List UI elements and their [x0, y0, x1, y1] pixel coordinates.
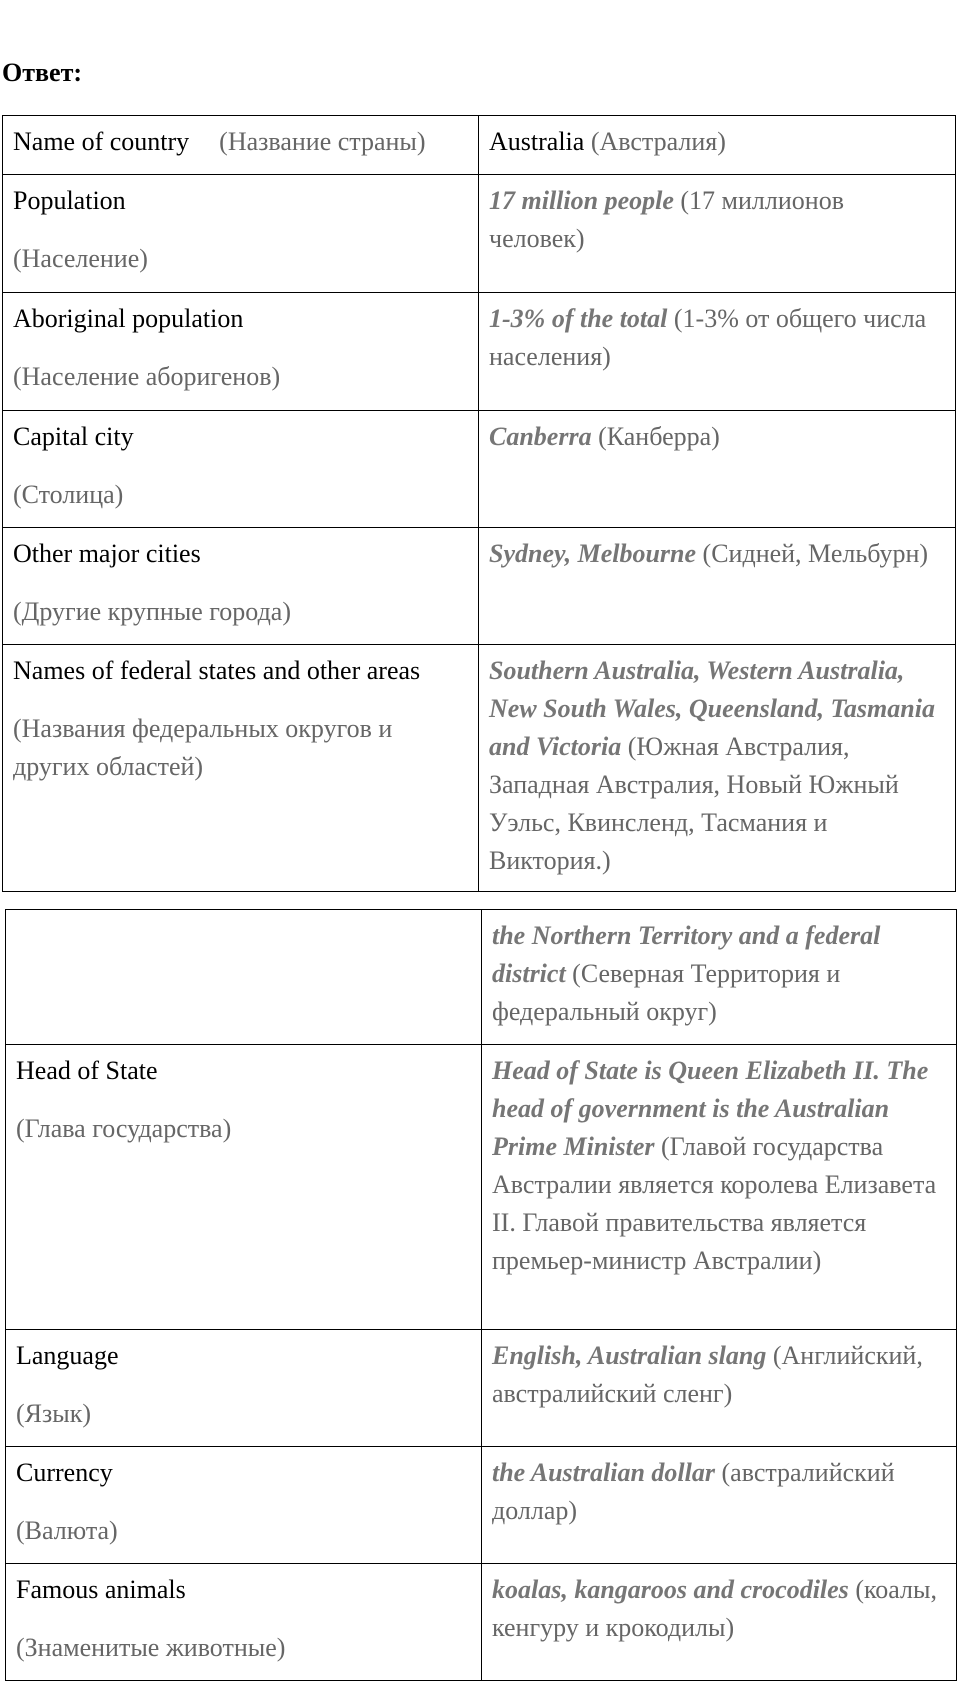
value-cell	[482, 1564, 957, 1681]
table-row	[6, 1330, 957, 1447]
row-label: Capital city	[13, 422, 134, 451]
row-value: Sydney, Melbourne	[489, 539, 697, 568]
row-value-ru: (Австралия)	[590, 127, 726, 156]
value-cell	[479, 175, 956, 293]
label-cell	[3, 293, 479, 411]
row-value: koalas, kangaroos and crocodiles	[492, 1575, 849, 1604]
country-facts-table-2	[5, 909, 957, 1681]
label-cell	[3, 175, 479, 293]
row-label-ru: (Столица)	[13, 480, 124, 509]
label-cell	[6, 1330, 482, 1447]
label-cell	[3, 528, 479, 645]
row-value: the Australian dollar	[492, 1458, 715, 1487]
row-label: Head of State	[16, 1056, 158, 1085]
table-row	[3, 528, 956, 645]
row-label-ru: (Глава государства)	[16, 1114, 232, 1143]
row-value: 17 million people	[489, 186, 674, 215]
row-value: 1-3% of the total	[489, 304, 668, 333]
label-cell	[3, 645, 479, 892]
row-value: Canberra	[489, 422, 592, 451]
row-value-ru: (Главой государства Австралии является королева Елизавета II. Главой правительства является премьер-министр Австралии)	[492, 1132, 937, 1275]
row-label: Names of federal states and other areas	[13, 656, 421, 685]
row-label: Name of country	[13, 127, 190, 156]
table-row	[3, 175, 956, 293]
value-cell	[479, 116, 956, 175]
row-label-ru: (Язык)	[16, 1399, 92, 1428]
value-cell	[482, 1045, 957, 1330]
answer-heading: Ответ:	[2, 58, 83, 87]
label-cell	[6, 1564, 482, 1681]
label-cell	[3, 116, 479, 175]
row-value-ru: (Сидней, Мельбурн)	[702, 539, 929, 568]
row-value-ru: (Южная Австралия, Западная Австралия, Новый Южный Уэльс, Квинсленд, Тасмания и Виктория.)	[489, 732, 899, 875]
row-label-ru: (Другие крупные города)	[13, 597, 291, 626]
row-label-ru: (Валюта)	[16, 1516, 118, 1545]
label-cell	[6, 910, 482, 1045]
row-value: Head of State is Queen Elizabeth II. The head of government is the Australian Prime Minister	[492, 1056, 929, 1161]
label-cell	[6, 1045, 482, 1330]
table-row	[3, 645, 956, 892]
table-row	[6, 1447, 957, 1564]
country-facts-table-1	[2, 115, 956, 892]
value-cell	[479, 645, 956, 892]
row-value: the Northern Territory and a federal district	[492, 921, 881, 988]
label-cell	[3, 411, 479, 528]
value-cell	[479, 293, 956, 411]
row-value-ru: (Английский, австралийский сленг)	[492, 1341, 923, 1408]
row-value: Australia	[489, 127, 585, 156]
row-label: Currency	[16, 1458, 113, 1487]
row-value-ru: (Северная Территория и федеральный округ)	[492, 959, 841, 1026]
row-label: Other major cities	[13, 539, 201, 568]
row-label: Aboriginal population	[13, 304, 244, 333]
table-row	[3, 116, 956, 175]
table-row	[3, 293, 956, 411]
label-cell	[6, 1447, 482, 1564]
row-value-ru: (коалы, кенгуру и крокодилы)	[492, 1575, 937, 1642]
table-row	[3, 411, 956, 528]
row-label-ru: (Название страны)	[219, 127, 426, 156]
value-cell	[479, 411, 956, 528]
row-label-ru: (Знаменитые животные)	[16, 1633, 286, 1662]
row-value-ru: (Канберра)	[598, 422, 720, 451]
row-value: English, Australian slang	[492, 1341, 767, 1370]
row-label: Population	[13, 186, 126, 215]
row-value: Southern Australia, Western Australia, New South Wales, Queensland, Tasmania and Victoria	[489, 656, 935, 761]
value-cell	[482, 910, 957, 1045]
table-row	[6, 910, 957, 1045]
value-cell	[482, 1330, 957, 1447]
table-row	[6, 1045, 957, 1330]
table-row	[6, 1564, 957, 1681]
row-label: Language	[16, 1341, 119, 1370]
row-label-ru: (Население)	[13, 244, 148, 273]
value-cell	[482, 1447, 957, 1564]
row-value-ru: (1-3% от общего числа населения)	[489, 304, 927, 371]
row-value-ru: (17 миллионов человек)	[489, 186, 844, 253]
row-label-ru: (Названия федеральных округов и других областей)	[13, 714, 393, 781]
row-value-ru: (австралийский доллар)	[492, 1458, 895, 1525]
value-cell	[479, 528, 956, 645]
row-label-ru: (Население аборигенов)	[13, 362, 281, 391]
row-label: Famous animals	[16, 1575, 186, 1604]
